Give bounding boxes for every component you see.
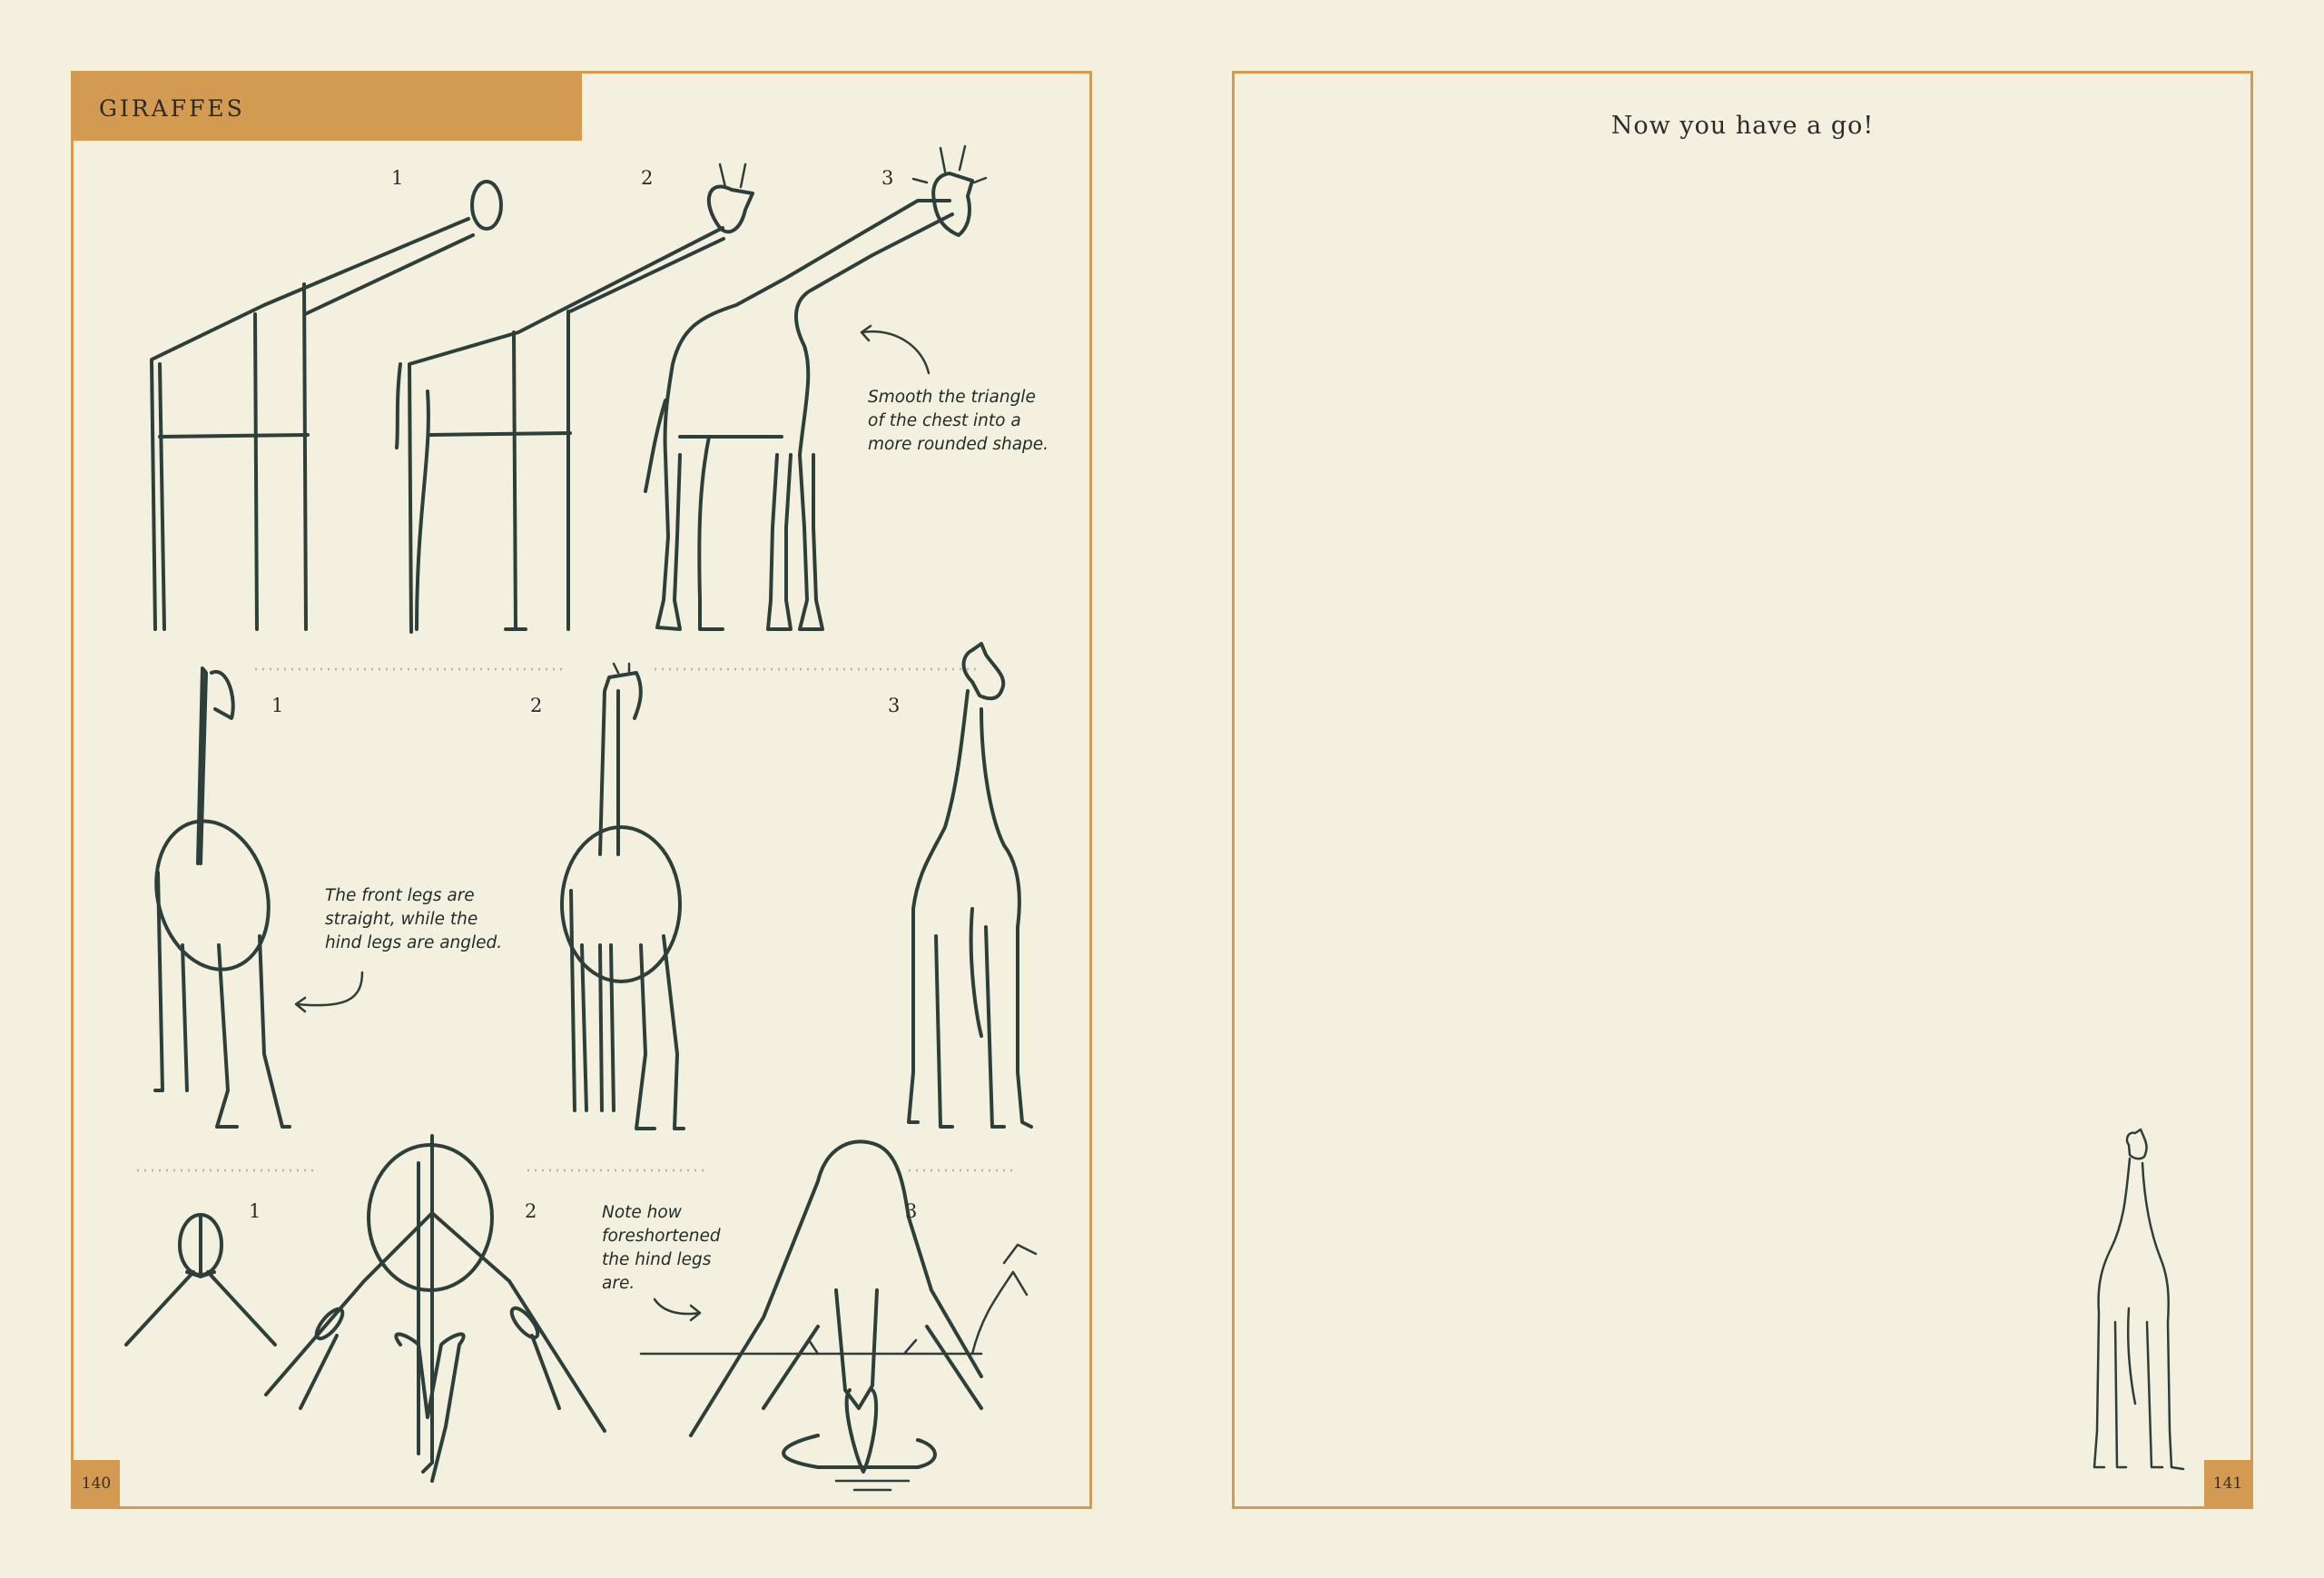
page-number-left [73, 1460, 120, 1507]
left-page [71, 71, 1092, 1509]
note-line: Note how [602, 1203, 682, 1222]
note-line: The front legs are [325, 886, 475, 905]
section-title: GIRAFFES [99, 95, 245, 122]
row2-step2-sketch [562, 664, 684, 1129]
practice-page-title: Now you have a go! [1610, 112, 1875, 140]
row2-step1-sketch [141, 668, 290, 1127]
right-page [1232, 71, 2253, 1509]
step-number: 1 [271, 695, 284, 716]
giraffe-icon [2094, 1129, 2183, 1469]
page-number-label: 141 [2212, 1474, 2243, 1493]
note-line: are. [602, 1274, 635, 1293]
note-line: Smooth the triangle [868, 388, 1036, 407]
giraffe-drawing-steps [74, 74, 1095, 1512]
row3-step3-giraffe [641, 1141, 1036, 1490]
curved-arrow-icon [862, 326, 929, 373]
note-line: straight, while the [325, 910, 478, 929]
row2-step3-giraffe [909, 644, 1031, 1127]
note-legs [325, 886, 502, 952]
row1-step1-sketch [152, 182, 501, 629]
row3-step2-sketch [266, 1136, 605, 1481]
note-line: the hind legs [602, 1250, 712, 1269]
step-number: 1 [249, 1200, 261, 1222]
small-giraffe-illustration [1235, 74, 2256, 1512]
note-line: foreshortened [602, 1227, 721, 1246]
note-line: of the chest into a [868, 411, 1021, 430]
page-number-right [2204, 1460, 2251, 1507]
step-number: 3 [888, 695, 901, 716]
row3-step-numbers [249, 1200, 917, 1222]
step-number: 3 [881, 167, 894, 189]
page-number-label: 140 [81, 1474, 112, 1493]
step-number: 3 [905, 1200, 918, 1222]
step-number: 2 [530, 695, 543, 716]
note-line: hind legs are angled. [325, 933, 503, 952]
curved-arrow-icon [655, 1299, 700, 1320]
curved-arrow-icon [296, 972, 362, 1011]
step-number: 1 [391, 167, 404, 189]
step-number: 2 [525, 1200, 537, 1222]
note-chest [868, 388, 1049, 454]
row1-step-numbers [391, 167, 893, 189]
note-foreshortened [602, 1203, 721, 1293]
row2-step-numbers [271, 695, 900, 716]
step-number: 2 [641, 167, 654, 189]
note-line: more rounded shape. [868, 435, 1049, 454]
row3-step1-sketch [126, 1215, 275, 1345]
